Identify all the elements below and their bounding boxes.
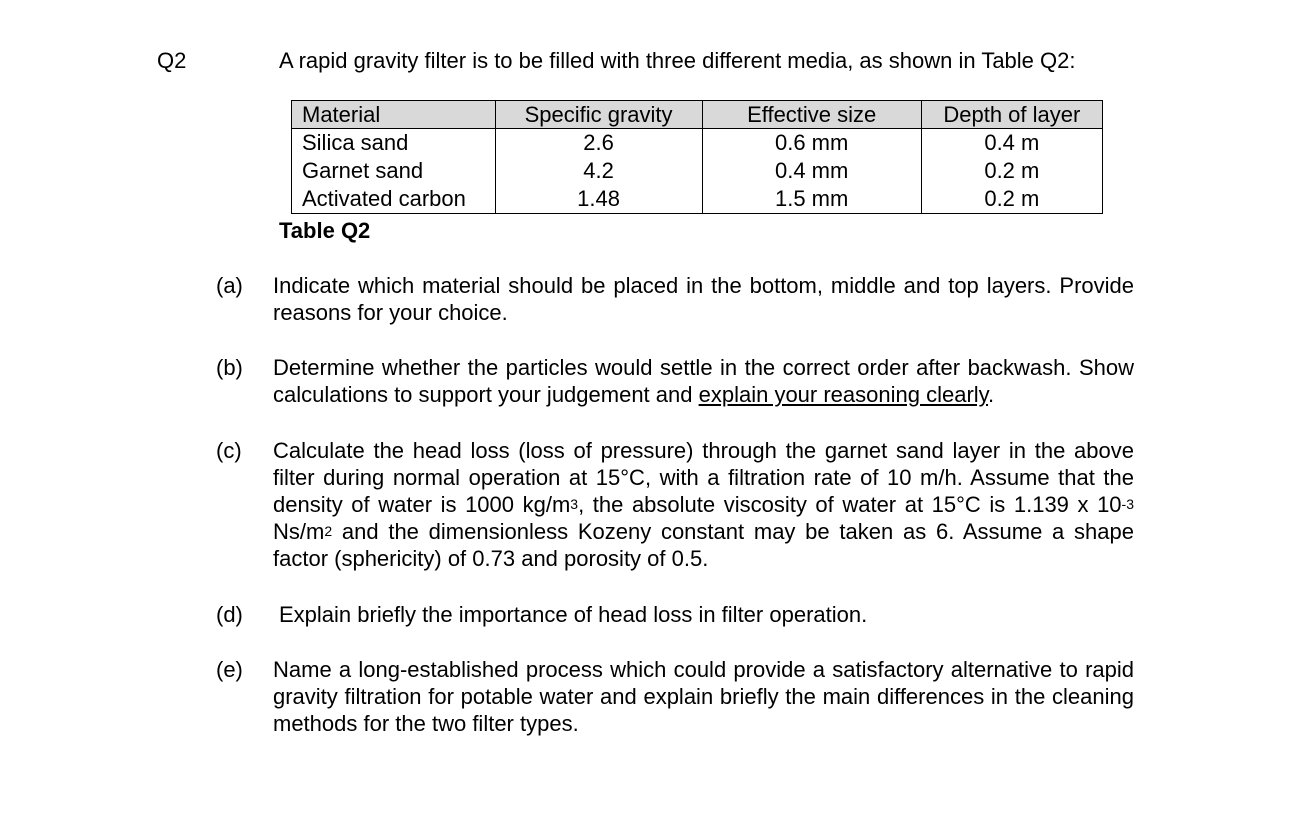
cell-specific-gravity: 4.2 [495,157,702,185]
header-specific-gravity: Specific gravity [495,101,702,129]
part-b-underlined-text: explain your reasoning clearly [698,382,989,407]
cell-effective-size: 0.4 mm [702,157,921,185]
media-table [291,100,1103,214]
part-b-text-end: . [988,382,995,407]
cell-material: Activated carbon [292,185,496,214]
cell-specific-gravity: 2.6 [495,129,702,158]
part-a-label: (a) [216,273,243,298]
part-d-text: Explain briefly the importance of head loss in filter operation. [279,602,868,627]
cell-material: Garnet sand [292,157,496,185]
part-b-text-main: Determine whether the particles would settle in the correct order after backwash. Show calculations to support your judgement and [273,355,1134,407]
part-c-text-3: Ns/m [273,519,325,544]
cell-effective-size: 1.5 mm [702,185,921,214]
part-b-label: (b) [216,355,243,380]
part-c-text-2: , the absolute viscosity of water at 15°C is 1.139 x 10 [578,492,1122,517]
cell-depth: 0.2 m [921,185,1102,214]
table-header-row [292,101,1103,129]
question-intro: A rapid gravity filter is to be filled with three different media, as shown in Table Q2: [279,48,1076,73]
part-c-label: (c) [216,438,242,463]
table-row [292,185,1103,214]
cell-depth: 0.4 m [921,129,1102,158]
header-material: Material [292,101,496,129]
part-c-text-4: and the dimensionless Kozeny constant may be taken as 6. Assume a shape factor (sphericity) of 0.73 and porosity of 0.5. [273,519,1134,571]
part-a-text: Indicate which material should be placed in the bottom, middle and top layers. Provide reasons for your choice. [273,273,1134,325]
part-d-label: (d) [216,602,243,627]
part-c-superscript-3: 2 [324,523,333,539]
part-e-label: (e) [216,657,243,682]
header-effective-size: Effective size [702,101,921,129]
header-depth-of-layer: Depth of layer [921,101,1102,129]
part-c-text [273,437,1134,572]
part-c-superscript-2: -3 [1121,496,1134,512]
cell-effective-size: 0.6 mm [702,129,921,158]
part-c-superscript-1: 3 [570,496,579,512]
cell-material: Silica sand [292,129,496,158]
part-b-text [273,354,1134,408]
table-row [292,129,1103,158]
table-caption: Table Q2 [279,218,371,243]
cell-depth: 0.2 m [921,157,1102,185]
part-c-text-1: Calculate the head loss (loss of pressure) through the garnet sand layer in the above filter during normal operation at 15°C, with a filtration rate of 10 m/h. Assume that the density of water is 1000 kg/m [273,438,1134,517]
cell-specific-gravity: 1.48 [495,185,702,214]
question-number: Q2 [157,48,187,73]
part-e-text: Name a long-established process which could provide a satisfactory alternative to rapid gravity filtration for potable water and explain briefly the main differences in the cleaning methods for the two filter types. [273,657,1134,736]
table-row [292,157,1103,185]
